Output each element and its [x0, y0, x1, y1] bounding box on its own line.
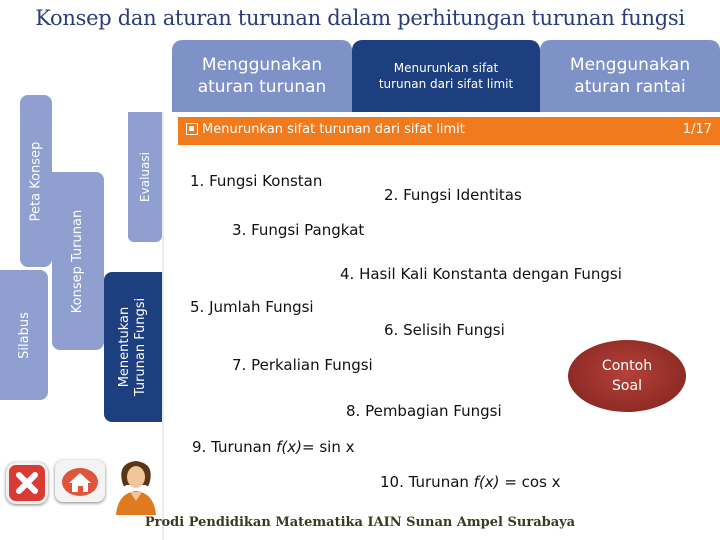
tab-menurunkan-sifat[interactable] — [352, 40, 540, 112]
side-tab-menentukan-turunan-fungsi[interactable] — [104, 272, 162, 422]
item-turunan-sin[interactable] — [192, 438, 354, 456]
item-pembagian-fungsi[interactable]: 8. Pembagian Fungsi — [346, 402, 502, 420]
item-fx: f(x) — [276, 438, 302, 456]
side-tab-label: Konsep Turunan — [70, 209, 86, 313]
tab-label: aturan rantai — [574, 77, 686, 97]
side-tab-label — [117, 298, 149, 396]
item-text: 9. Turunan — [192, 438, 277, 456]
side-tab-evaluasi[interactable] — [128, 112, 162, 242]
profile-button[interactable] — [112, 455, 160, 515]
section-header-label: Menurunkan sifat turunan dari sifat limit — [202, 122, 465, 137]
item-fungsi-konstan[interactable]: 1. Fungsi Konstan — [190, 172, 323, 190]
section-header — [178, 117, 720, 145]
item-hasil-kali-konstanta[interactable]: 4. Hasil Kali Konstanta dengan Fungsi — [340, 265, 622, 283]
slide-title: Konsep dan aturan turunan dalam perhitungan turunan fungsi — [35, 6, 685, 30]
checkbox-bullet-icon — [186, 123, 198, 135]
side-tab-label: Silabus — [16, 311, 32, 359]
close-button[interactable] — [6, 462, 48, 504]
home-icon — [55, 460, 105, 502]
contoh-label: Soal — [612, 378, 642, 394]
item-perkalian-fungsi[interactable]: 7. Perkalian Fungsi — [232, 356, 373, 374]
side-tab-label-line1: Menentukan — [117, 306, 132, 388]
contoh-label: Contoh — [601, 358, 653, 374]
item-turunan-cos[interactable] — [380, 473, 561, 491]
side-tab-peta-konsep[interactable] — [20, 95, 52, 267]
side-tab-label-line2: Turunan Fungsi — [133, 297, 148, 397]
divider — [162, 112, 164, 540]
person-icon — [112, 455, 160, 515]
tab-menggunakan-aturan-rantai[interactable] — [540, 40, 720, 112]
tab-label: turunan dari sifat limit — [378, 77, 514, 91]
close-icon — [6, 462, 48, 504]
item-text: = cos x — [499, 473, 561, 491]
tab-menggunakan-aturan-turunan[interactable] — [172, 40, 352, 112]
side-tab-label: Peta Konsep — [28, 141, 44, 221]
tab-label: aturan turunan — [197, 77, 327, 97]
tab-label: Menurunkan sifat — [393, 61, 499, 75]
tab-label: Menggunakan — [201, 55, 323, 75]
home-button[interactable] — [55, 460, 105, 502]
item-jumlah-fungsi[interactable]: 5. Jumlah Fungsi — [190, 298, 314, 316]
item-selisih-fungsi[interactable]: 6. Selisih Fungsi — [384, 321, 505, 339]
tab-label: Menggunakan — [569, 55, 691, 75]
side-tab-konsep-turunan[interactable] — [52, 172, 104, 350]
contoh-soal-button[interactable] — [568, 340, 686, 412]
page-indicator: 1/17 — [682, 122, 712, 137]
item-fungsi-pangkat[interactable]: 3. Fungsi Pangkat — [232, 221, 365, 239]
item-text: = sin x — [302, 438, 355, 456]
side-tab-silabus[interactable] — [0, 270, 48, 400]
side-tab-label: Evaluasi — [138, 152, 153, 202]
item-text: 10. Turunan — [380, 473, 474, 491]
item-fx: f(x) — [473, 473, 500, 491]
footer-institution: Prodi Pendidikan Matematika IAIN Sunan Ampel Surabaya — [144, 515, 576, 530]
item-fungsi-identitas[interactable]: 2. Fungsi Identitas — [384, 186, 522, 204]
